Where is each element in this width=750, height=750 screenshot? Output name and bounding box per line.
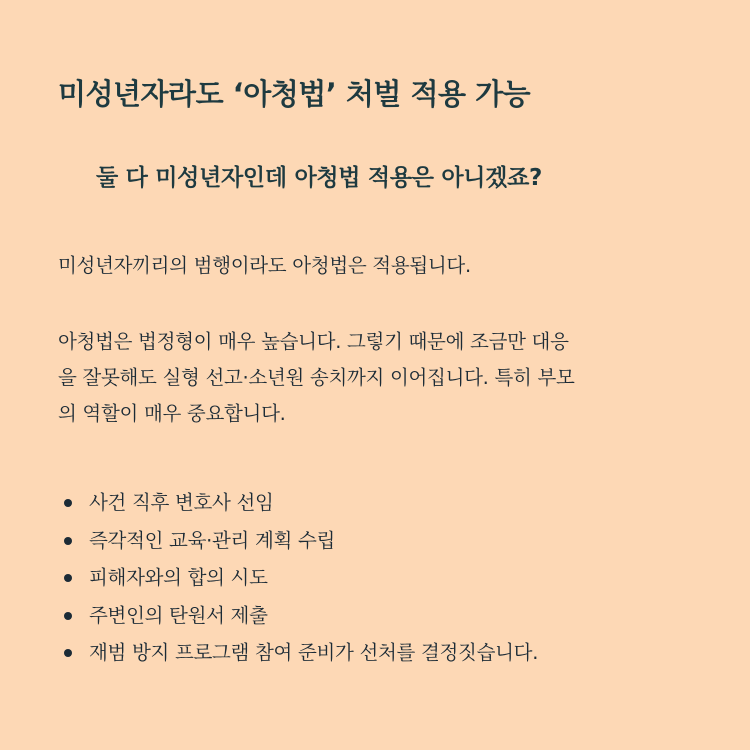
list-item [58, 522, 718, 560]
explanation-paragraph [58, 324, 708, 432]
question-subtitle: 둘 다 미성년자인데 아청법 적용은 아니겠죠? [96, 165, 543, 191]
list-item-text: 즉각적인 교육·관리 계획 수립 [89, 528, 336, 552]
paragraph-line: 아청법은 법정형이 매우 높습니다. 그렇기 때문에 조금만 대응 [58, 330, 569, 353]
list-item-text: 재범 방지 프로그램 참여 준비가 선처를 결정짓습니다. [89, 641, 539, 664]
paragraph-line: 의 역할이 매우 중요합니다. [58, 402, 286, 425]
action-list [58, 484, 718, 672]
list-item [58, 597, 718, 635]
list-item-text: 피해자와의 합의 시도 [89, 566, 268, 589]
list-item [58, 484, 718, 522]
list-item-text: 사건 직후 변호사 선임 [89, 491, 274, 514]
list-item [58, 634, 718, 672]
bullet-dot-icon [64, 537, 72, 545]
bullet-dot-icon [64, 612, 72, 620]
intro-paragraph: 미성년자끼리의 범행이라도 아청법은 적용됩니다. [58, 254, 471, 277]
page-title: 미성년자라도 ‘아청법’ 처벌 적용 가능 [58, 77, 531, 111]
list-item [58, 559, 718, 597]
bullet-dot-icon [64, 574, 72, 582]
list-item-text: 주변인의 탄원서 제출 [89, 603, 268, 627]
bullet-dot-icon [64, 499, 72, 507]
paragraph-line: 을 잘못해도 실형 선고·소년원 송치까지 이어집니다. 특히 부모 [58, 366, 575, 389]
bullet-dot-icon [64, 649, 72, 657]
